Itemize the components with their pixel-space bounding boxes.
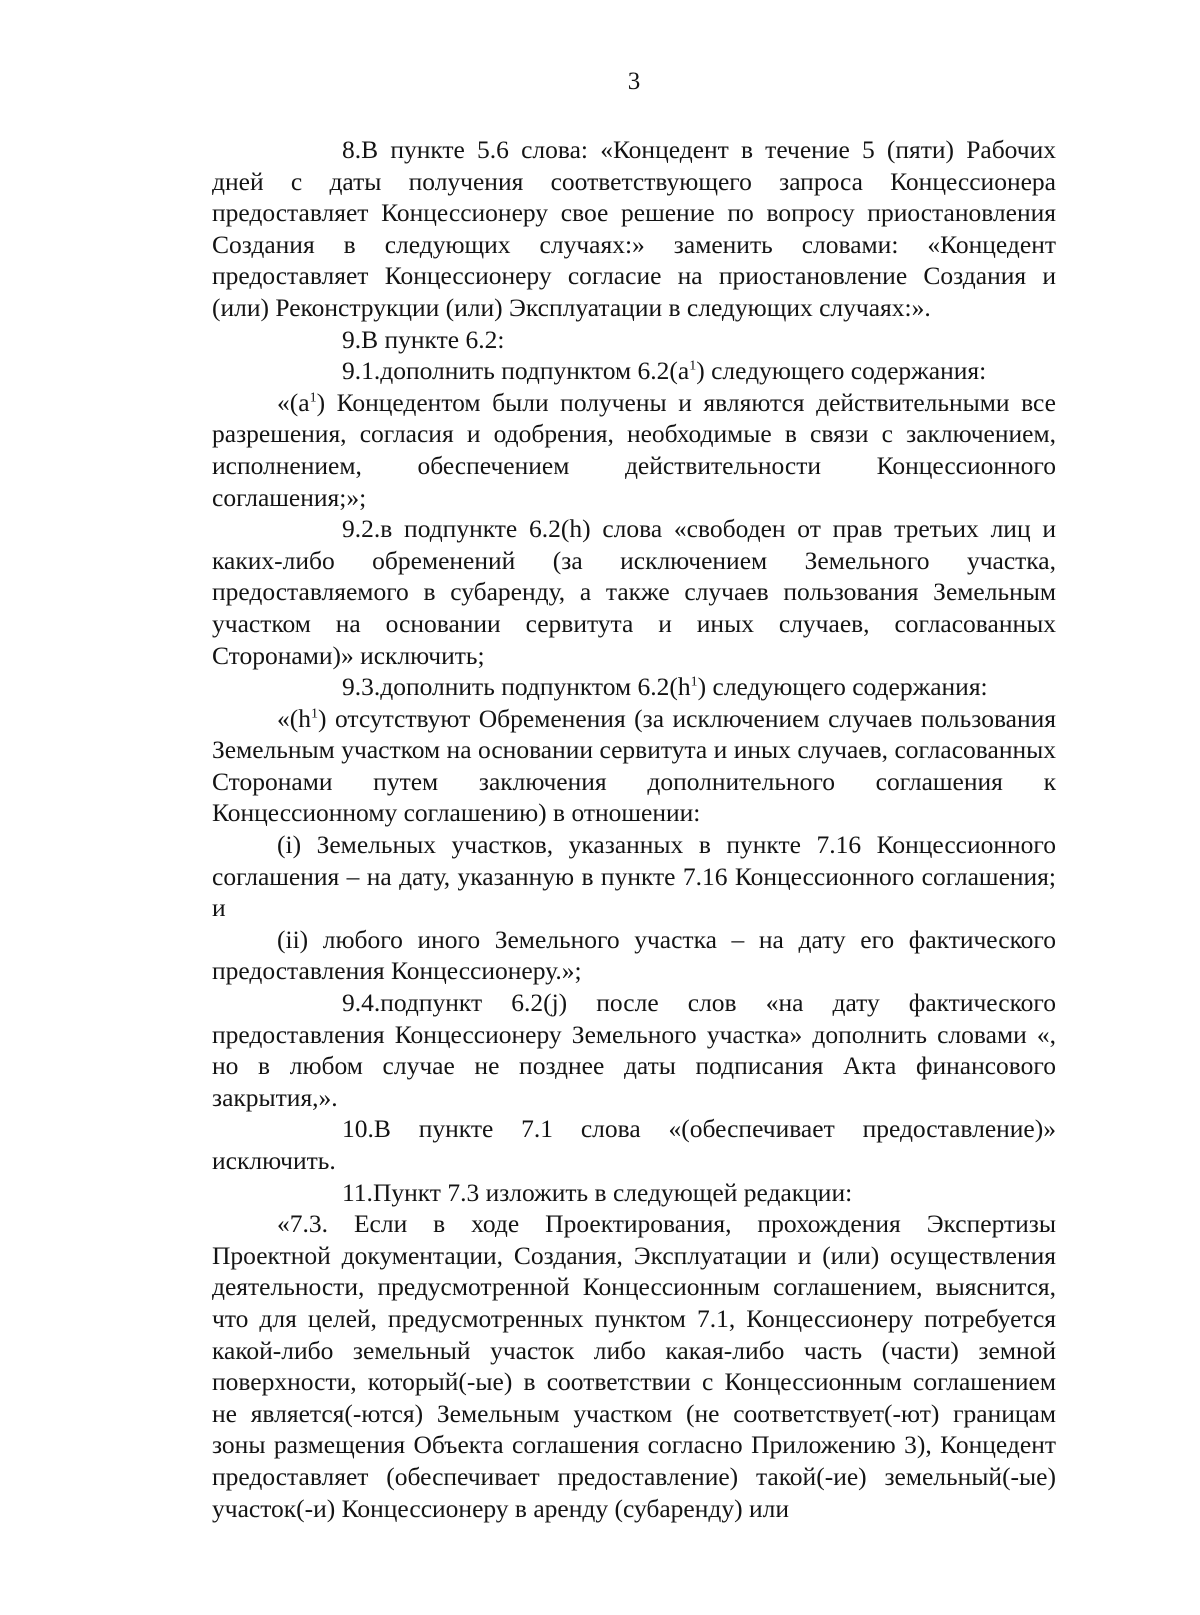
page-number: 3 [627,68,641,95]
item-number: 9.1. [342,356,381,386]
paragraph-9-2 [212,513,1056,671]
paragraph-h1-text [212,703,1056,829]
superscript: 1 [309,390,317,406]
paragraph-text: Пункт 7.3 изложить в следующей редакции: [372,1177,853,1207]
paragraph-11 [212,1177,1056,1209]
paragraph-9-3 [212,671,1056,703]
paragraph-text: ) следующего содержания: [696,356,987,386]
paragraph-7-3-text [212,1208,1056,1524]
paragraph-text: подпункт 6.2(j) после слов «на дату фактического предоставления Концессионеру Земельного участка» дополнить словами «, но в любом случае не позднее даты подписания Акта финансового закрытия,». [212,988,1056,1112]
paragraph-9-1 [212,355,1056,387]
item-number: 9.3. [342,672,381,702]
paragraph-text: ) отсутствуют Обременения (за исключением случаев пользования Земельным участком на основании сервитута и иных случаев, согласованных Сторонами путем заключения дополнительного соглашения к Концессионному соглашению) в отношении: [212,703,1056,828]
paragraph-text: (i) Земельных участков, указанных в пункте 7.16 Концессионного соглашения – на дату, указанную в пункте 7.16 Концессионного соглашения; и [212,830,1056,923]
paragraph-9 [212,324,1056,356]
document-body [212,134,1056,1524]
superscript: 1 [689,358,697,374]
item-number: 10. [342,1114,374,1144]
paragraph-text: (ii) любого иного Земельного участка – на дату его фактического предоставления Концессионеру.»; [212,924,1056,986]
paragraph-9-4 [212,987,1056,1113]
paragraph-text: дополнить подпунктом 6.2(а [380,356,690,386]
paragraph-8 [212,134,1056,324]
paragraph-text: ) следующего содержания: [697,672,988,702]
paragraph-text: дополнить подпунктом 6.2(h [380,672,691,702]
paragraph-sub-i [212,829,1056,924]
paragraph-text: «7.3. Если в ходе Проектирования, прохождения Экспертизы Проектной документации, Создания, Эксплуатации и (или) осуществления деятельности, предусмотренной Концессионным соглашением, выяснится, что для целей, предусмотренных пунктом 7.1, Концессионеру потребуется какой-либо земельный участок либо какая-либо часть (части) земной поверхности, который(-ые) в соответствии с Концессионным соглашением не является(-ются) Земельным участком (не соответствует(-ют) границам зоны размещения Объекта соглашения согласно Приложению 3), Концедент предоставляет (обеспечивает предоставление) такой(-ие) земельный(-ые) участок(-и) Концессионеру в аренду (субаренду) или [212,1209,1056,1523]
item-number: 9.2. [342,514,381,544]
paragraph-text: В пункте 6.2: [361,324,505,354]
superscript: 1 [311,706,318,722]
paragraph-text: ) Концедентом были получены и являются действительными все разрешения, согласия и одобрения, необходимые в связи с заключением, исполнением, обеспечением действительности Концессионного соглашения;»; [212,387,1056,512]
paragraph-a1-text [212,387,1056,513]
paragraph-text: В пункте 5.6 слова: «Концедент в течение 5 (пяти) Рабочих дней с даты получения соответствующего запроса Концессионера предоставляет Концессионеру свое решение по вопросу приостановления Создания в следующих случаях:» заменить словами: «Концедент предоставляет Концессионеру согласие на приостановление Создания и (или) Реконструкции (или) Эксплуатации в следующих случаях:». [212,135,1056,322]
paragraph-text: «(h [277,703,311,733]
paragraph-sub-ii [212,924,1056,987]
item-number: 11. [342,1177,373,1207]
paragraph-text: в подпункте 6.2(h) слова «свободен от прав третьих лиц и каких-либо обременений (за исключением Земельного участка, предоставляемого в субаренду, а также случаев пользования Земельным участком на основании сервитута и иных случаев, согласованных Сторонами)» исключить; [212,514,1056,670]
item-number: 9.4. [342,988,381,1018]
superscript: 1 [690,674,698,690]
item-number: 8. [342,135,362,164]
paragraph-text: В пункте 7.1 слова «(обеспечивает предоставление)» исключить. [212,1114,1056,1175]
item-number: 9. [342,324,362,354]
paragraph-text: «(а [277,387,310,417]
paragraph-10 [212,1113,1056,1176]
